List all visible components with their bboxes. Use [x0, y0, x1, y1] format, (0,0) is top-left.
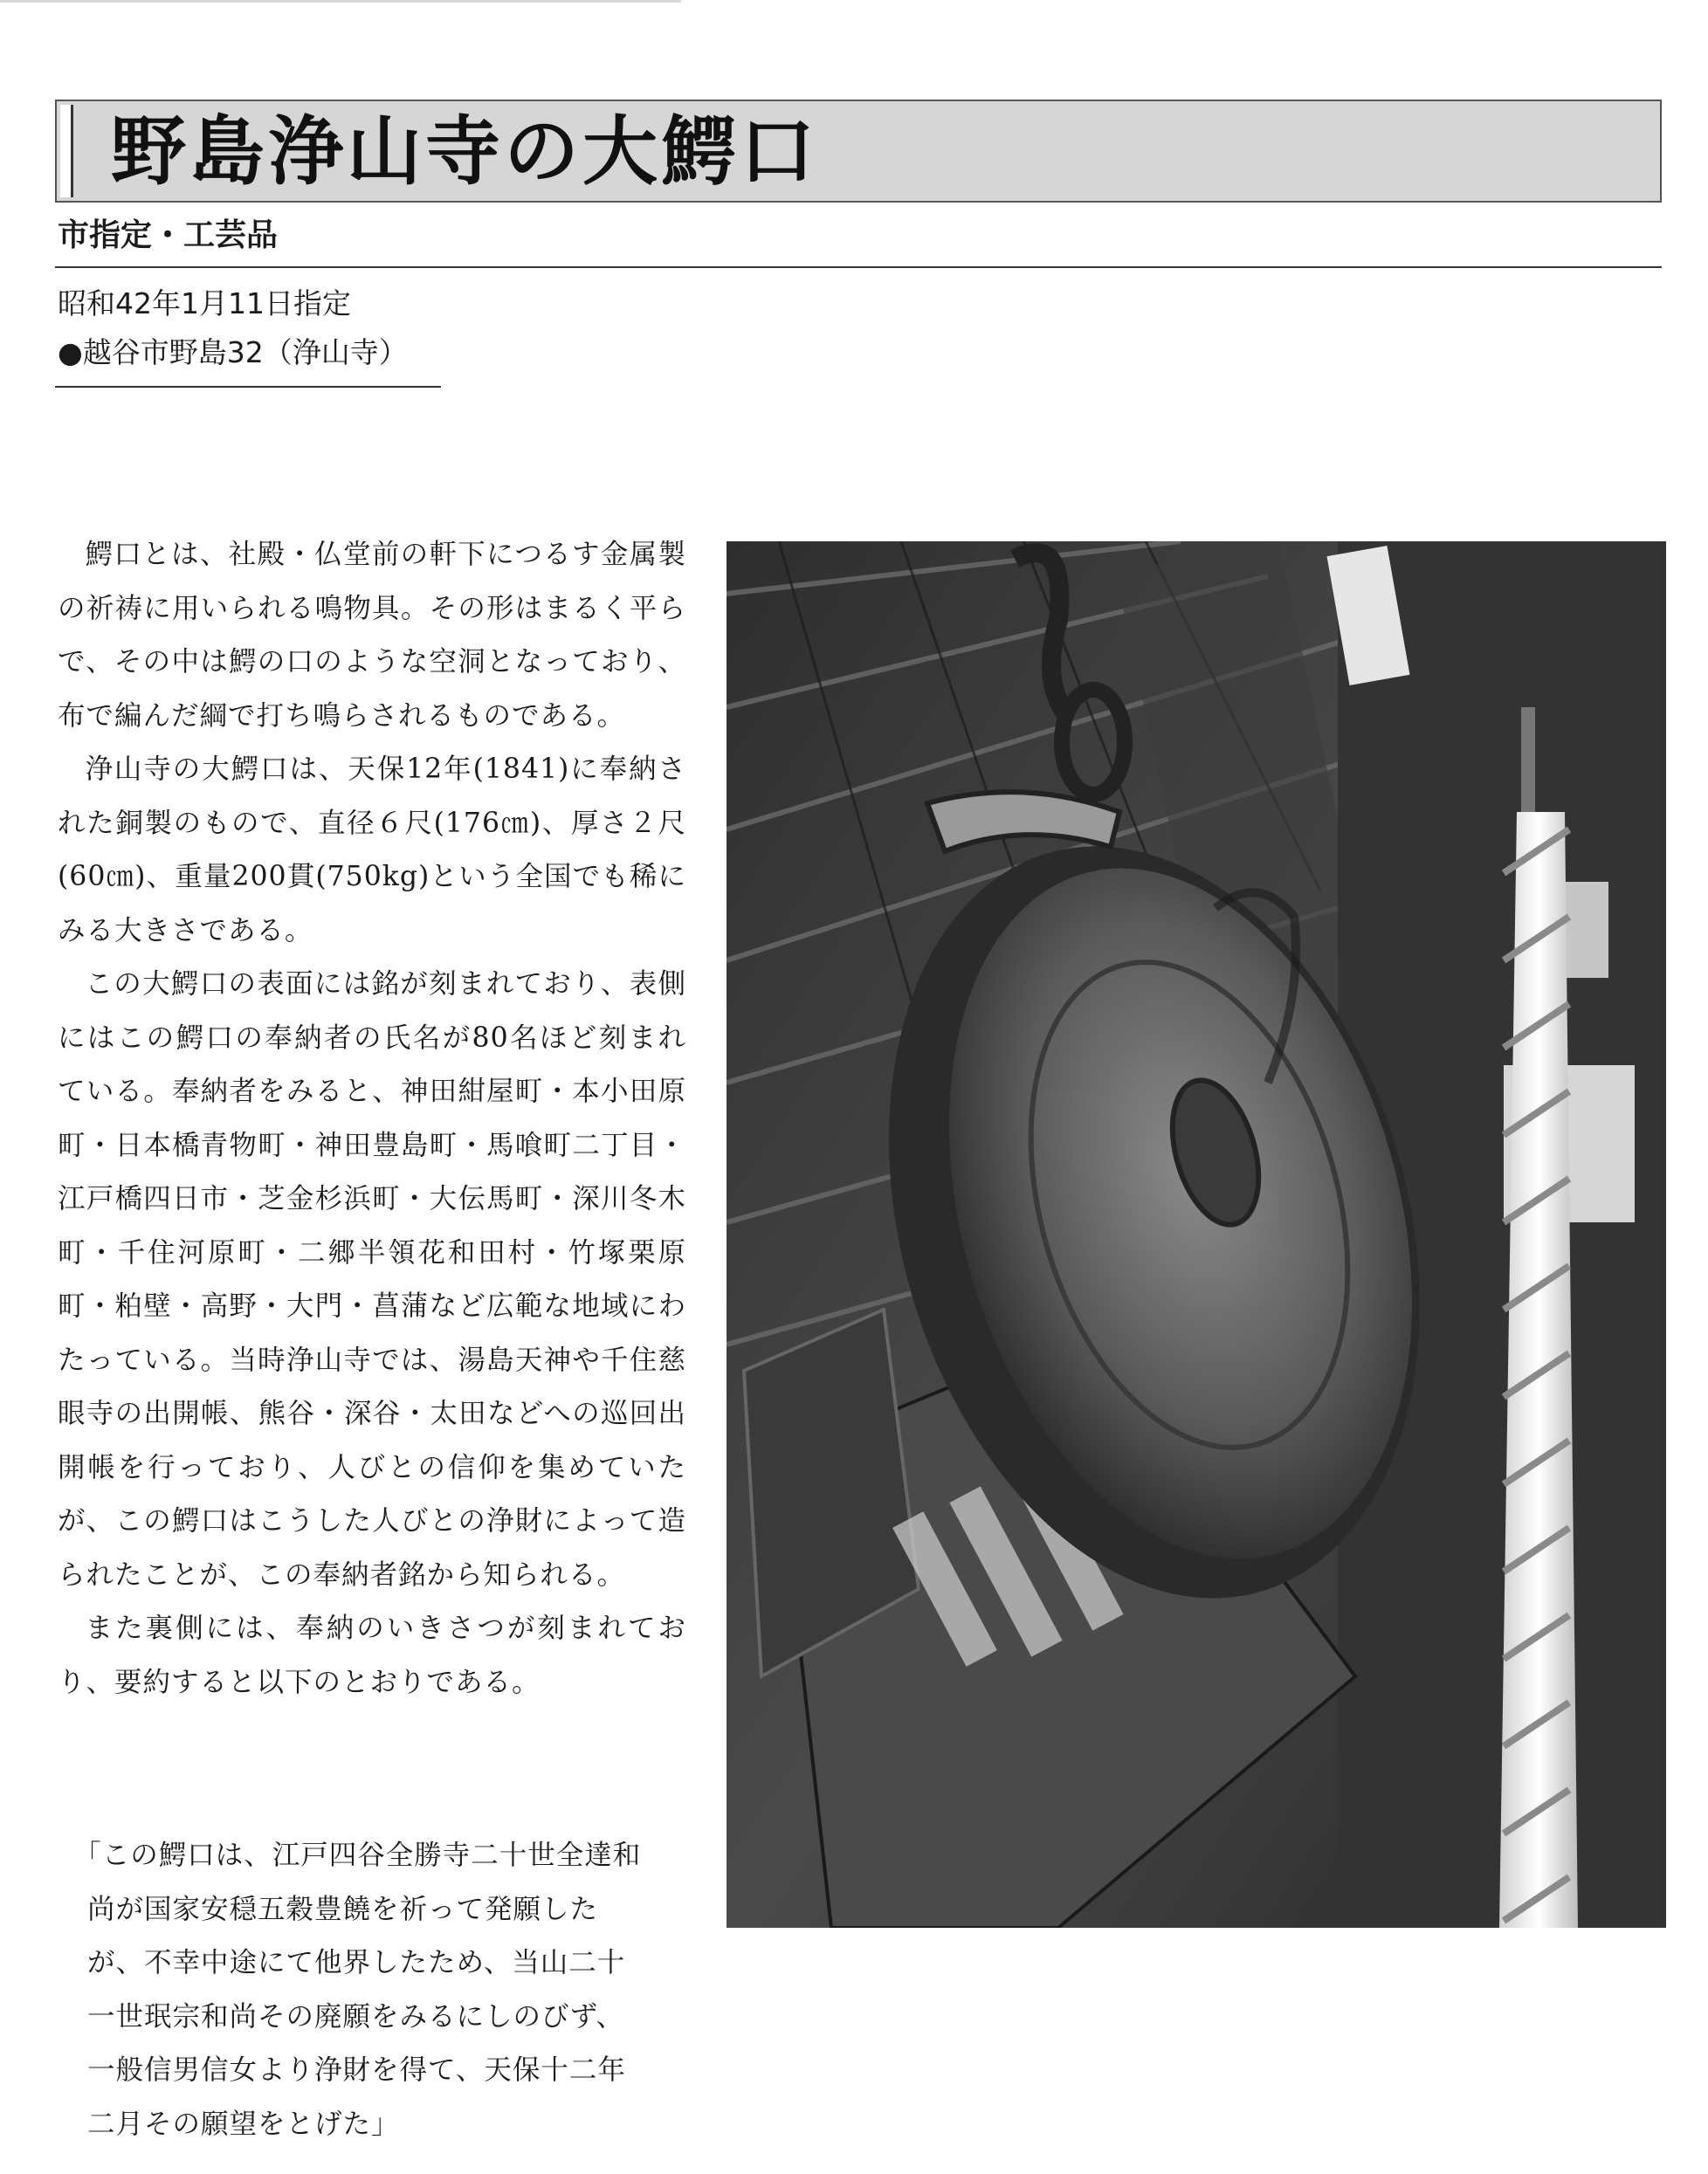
top-edge-rule	[0, 0, 681, 3]
paragraph: この大鰐口の表面には銘が刻まれており、表側にはこの鰐口の奉納者の氏名が80名ほど刻まれている。奉納者をみると、神田紺屋町・本小田原町・日本橋青物町・神田豊島町・馬喰町二丁目・江戸橋四日市・芝金杉浜町・大伝馬町・深川冬木町・千住河原町・二郷半領花和田村・竹塚栗原町・粕壁・高野・大門・菖蒲など広範な地域にわたっている。当時浄山寺では、湯島天神や千住慈眼寺の出開帳、熊谷・深谷・太田などへの巡回出開帳を行っており、人びとの信仰を集めていたが、この鰐口はこうした人びとの浄財によって造られたことが、この奉納者銘から知られる。	[58, 968, 686, 1591]
waniguchi-photo	[727, 541, 1666, 1928]
category-label: 市指定・工芸品	[58, 217, 279, 253]
designation-date: 昭和42年1月11日指定	[58, 286, 351, 320]
inscription-quote	[73, 1829, 646, 2151]
location-address: ●越谷市野島32（浄山寺）	[58, 335, 408, 369]
paragraph: 鰐口とは、社殿・仏堂前の軒下につるす金属製の祈祷に用いられる鳴物具。その形はまるく平らで、その中は鰐の口のような空洞となっており、布で編んだ綱で打ち鳴らされるものである。	[58, 539, 686, 732]
title-banner	[55, 100, 1662, 203]
paragraph: また裏側には、奉納のいきさつが刻まれており、要約すると以下のとおりである。	[58, 1613, 686, 1698]
category-divider	[55, 266, 1662, 268]
meta-divider	[55, 386, 441, 388]
photo-illustration	[727, 541, 1666, 1928]
paragraph: 浄山寺の大鰐口は、天保12年(1841)に奉納された銅製のもので、直径６尺(176㎝)、厚さ２尺(60㎝)、重量200貫(750kg)という全国でも稀にみる大きさである。	[58, 753, 686, 946]
title-accent-bar	[60, 105, 73, 197]
page-title: 野島浄山寺の大鰐口	[111, 108, 818, 196]
quote-text: 「この鰐口は、江戸四谷全勝寺二十世全達和尚が国家安穏五穀豊饒を祈って発願したが、不幸中途にて他界したため、当山二十一世珉宗和尚その廃願をみるにしのびず、一般信男信女より浄財を得て、天保十二年二月その願望をとげた」	[73, 1840, 642, 2140]
body-text	[58, 528, 686, 1710]
